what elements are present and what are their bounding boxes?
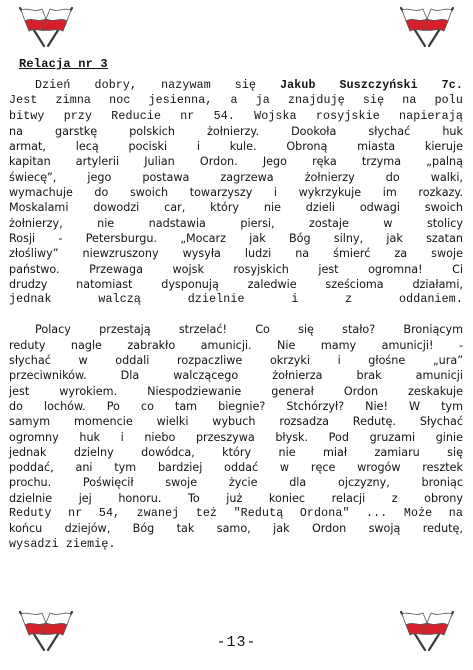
- text-line: samym momencie wielki wybuch rozsadza Redutę. Słychać: [9, 415, 463, 429]
- text-line: złośliwy” niewzruszony wysyła ludzi na śmierć za swoje: [9, 247, 463, 261]
- paragraph-2: [9, 322, 463, 551]
- text-line: armat, lecą pociski i kule. Obroną miasta kieruje: [9, 140, 463, 154]
- text-line: Rosji - Petersburgu. „Mocarz jak Bóg silny, jak szatan: [9, 231, 463, 245]
- text-line: końcu dziejów, Bóg tak samo, jak Ordon swoją redutę,: [9, 522, 463, 536]
- text-line: reduty nagle zabrakło amunicji. Nie mamy amunicji! -: [9, 338, 463, 352]
- page-number: -13-: [216, 634, 257, 651]
- paragraph-1: [9, 78, 463, 307]
- text-line: jest wyrokiem. Niespodziewanie generał Ordon zeskakuje: [9, 384, 463, 398]
- text-line: dzielnie jej honoru. To już koniec relacji z obrony: [9, 491, 463, 505]
- text-line: jednak dzielny dowódca, który nie miał zamiaru się: [9, 445, 463, 459]
- text-line: prochu. Poświęcił swoje życie dla ojczyzny, broniąc: [9, 476, 463, 490]
- text-line: państwo. Przewaga wojsk rosyjskich jest ogromna! Ci: [9, 262, 463, 276]
- polish-flags-icon-top-left: [6, 4, 86, 48]
- text-line: [9, 78, 463, 93]
- text-line: ogromny huk i niebo przeszywa błysk. Pod gruzami ginie: [9, 430, 463, 444]
- text-line: kapitan artylerii Julian Ordon. Jego ręka trzyma „palną: [9, 155, 463, 169]
- text-line: do lochów. Po co tam biegnie? Stchórzył? Nie! W tym: [9, 399, 463, 413]
- text-line: słychać w oddali rozpaczliwe okrzyki i głośne „ura”: [9, 354, 463, 368]
- text-line: na garstkę polskich żołnierzy. Dookoła słychać huk: [9, 124, 463, 138]
- text-line: żołnierzy, nie nadstawia piersi, zostaje w stolicy: [9, 216, 463, 230]
- heading: Relacja nr 3: [19, 57, 108, 71]
- text-line: bitwy przy Reducie nr 54. Wojska rosyjskie napierają: [9, 109, 463, 123]
- text-line: jednak walczą dzielnie i z oddaniem.: [9, 293, 463, 307]
- text-line: poddać, ani tym bardziej oddać w ręce wrogów resztek: [9, 461, 463, 475]
- article-body: [9, 78, 463, 552]
- polish-flags-icon-top-right: [387, 4, 467, 48]
- text-line: przeciwników. Dla walczącego żołnierza brak amunicji: [9, 369, 463, 383]
- text-line: wysadzi ziemię.: [9, 537, 116, 551]
- polish-flags-icon: [6, 4, 86, 48]
- text-line: drudzy natomiast dysponują zaledwie sześcioma działami,: [9, 277, 463, 291]
- text-line: wymachuje do swoich towarzyszy i wykrzykuje im rozkazy.: [9, 186, 463, 200]
- text-line: świecę”, jego postawa zagrzewa żołnierzy do walki,: [9, 170, 463, 184]
- text-line: Jest zimna noc jesienna, a ja znajduję się na polu: [9, 94, 463, 108]
- polish-flags-icon: [387, 4, 467, 48]
- text-line: Reduty nr 54, zwanej też "Redutą Ordona" ... Może na: [9, 507, 463, 521]
- author-name: Jakub Suszczyński 7c.: [280, 79, 463, 92]
- text-line: Polacy przestają strzelać! Co się stało? Broniącym: [35, 323, 463, 337]
- intro-text: Dzień dobry, nazywam się: [35, 79, 257, 92]
- text-line: Moskalami dowodzi car, który nie dzieli odwagi swoich: [9, 201, 463, 215]
